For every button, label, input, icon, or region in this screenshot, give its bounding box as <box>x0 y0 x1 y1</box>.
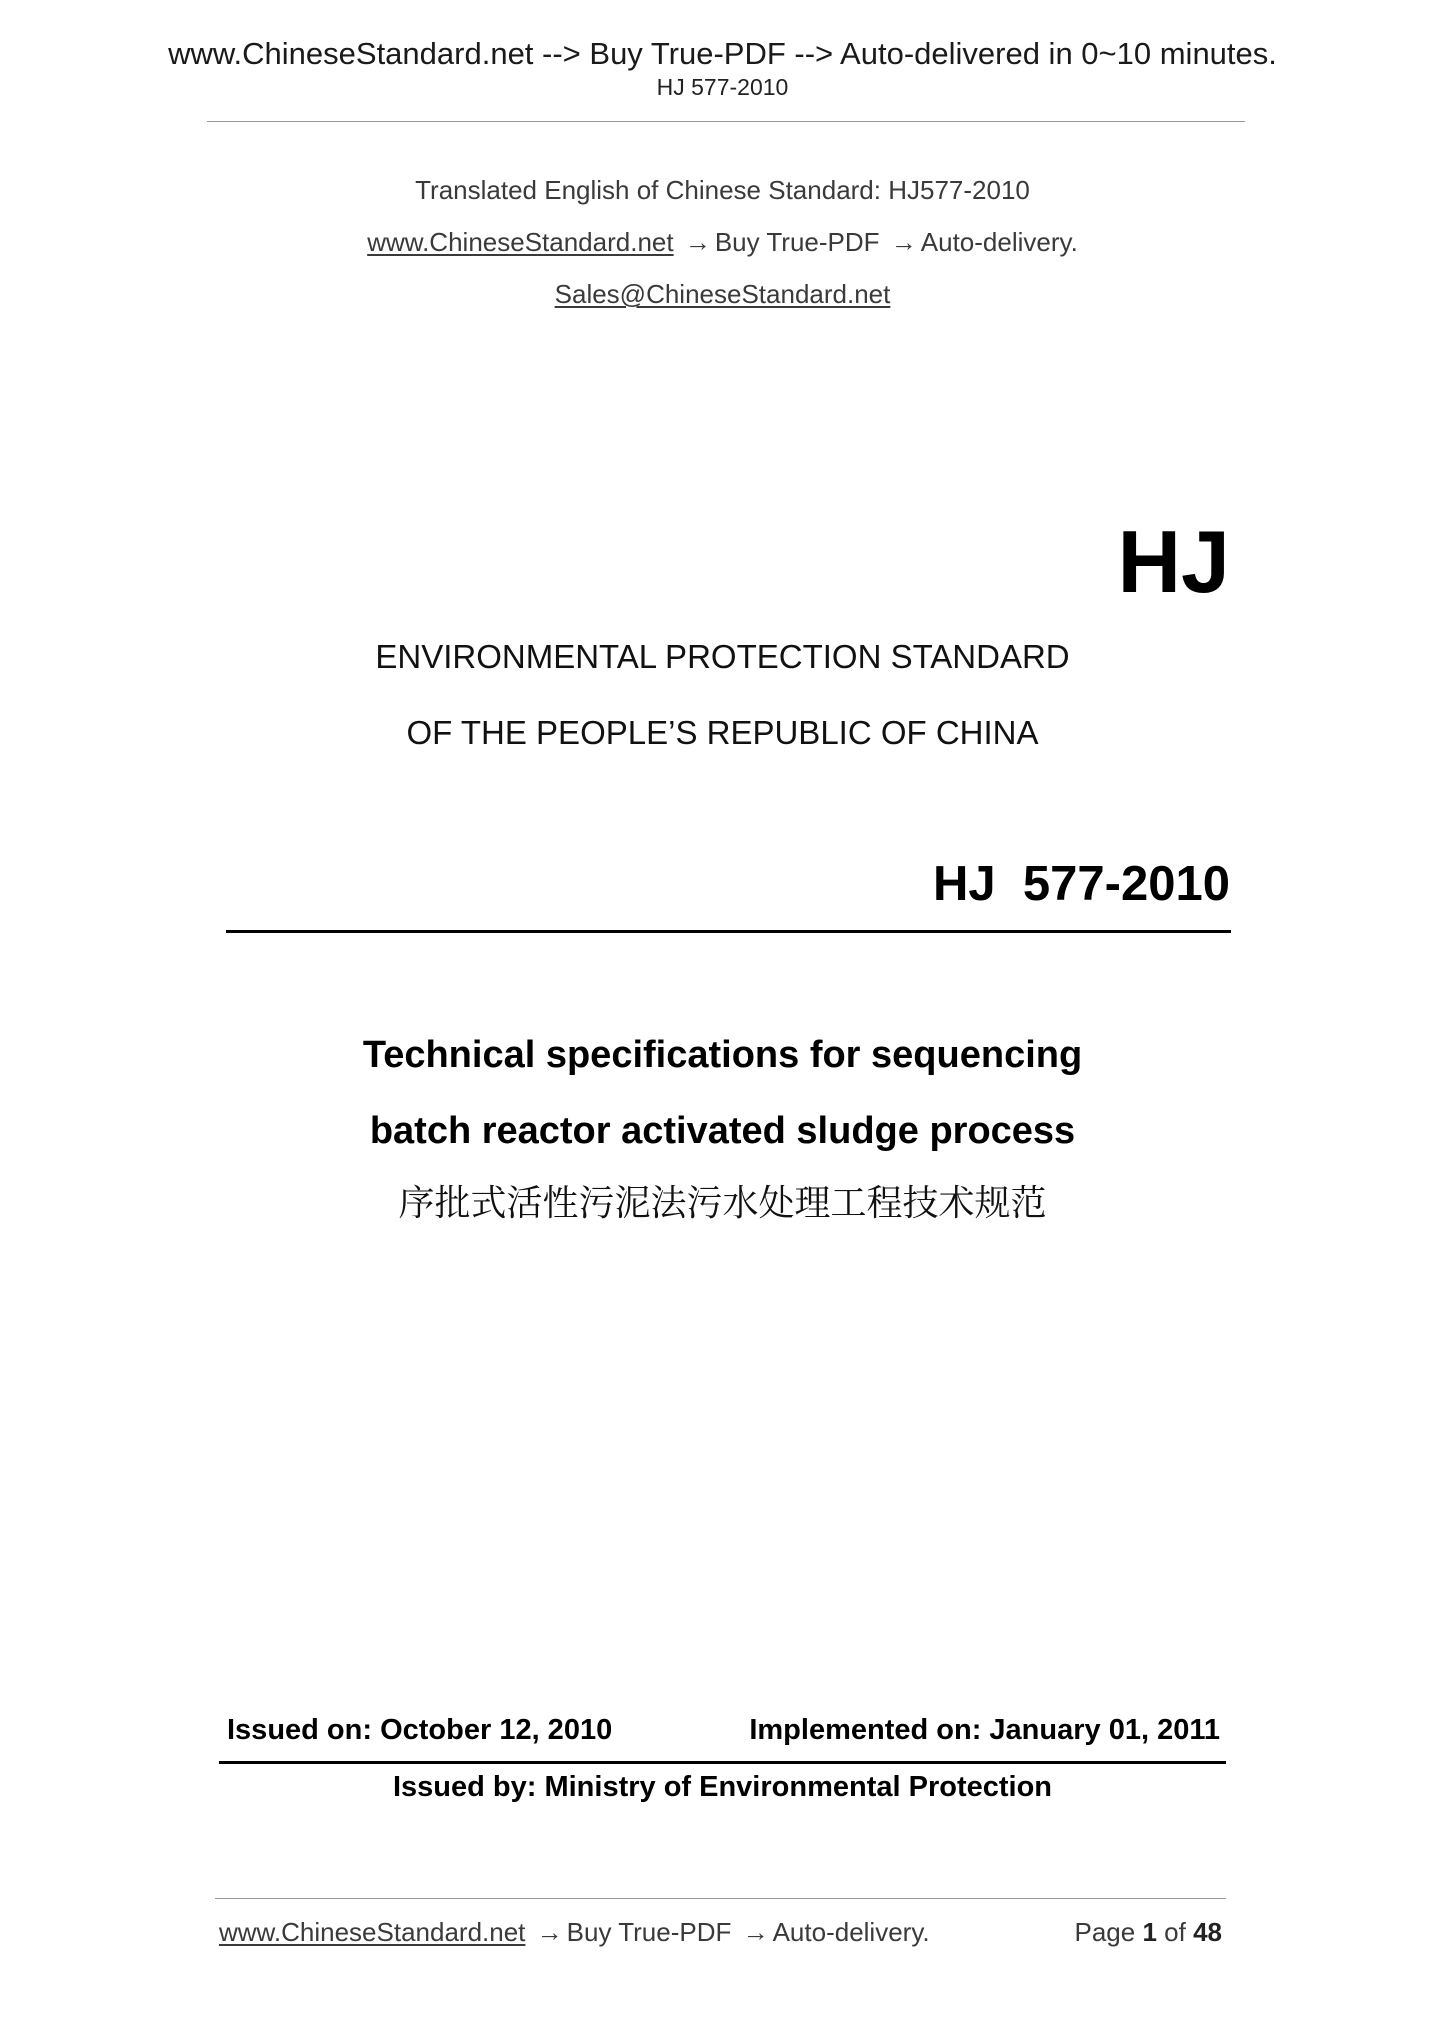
issued-by: Issued by: Ministry of Environmental Protection <box>392 1771 1053 1803</box>
arrow-right-icon: → <box>890 227 917 257</box>
issue-divider <box>219 1761 1226 1764</box>
translation-notice: Translated English of Chinese Standard: HJ577-2010 <box>415 175 1030 205</box>
standard-code: HJ 577-2010 <box>933 857 1230 911</box>
header-divider <box>207 121 1245 122</box>
running-head: HJ 577-2010 <box>656 74 789 100</box>
title-line-1: Technical specifications for sequencing <box>362 1034 1083 1076</box>
footer-buy-text: Buy True-PDF <box>566 1917 732 1947</box>
top-banner[interactable]: www.ChineseStandard.net --> Buy True-PDF --> Auto-delivered in 0~10 minutes. <box>168 36 1277 71</box>
issued-on: Issued on: October 12, 2010 <box>227 1714 613 1746</box>
page-total: 48 <box>1193 1917 1222 1947</box>
sales-email-link[interactable]: Sales@ChineseStandard.net <box>554 279 891 309</box>
arrow-right-icon: → <box>536 1917 563 1947</box>
code-divider <box>226 930 1231 933</box>
site-link[interactable]: www.ChineseStandard.net <box>367 227 674 257</box>
arrow-right-icon: → <box>742 1917 769 1947</box>
footer-purchase-line <box>219 1919 930 1945</box>
page-of: of <box>1164 1917 1186 1947</box>
title-chinese: 序批式活性污泥法污水处理工程技术规范 <box>398 1183 1047 1224</box>
footer-site-link[interactable]: www.ChineseStandard.net <box>219 1917 526 1947</box>
page-label: Page <box>1074 1917 1136 1947</box>
auto-delivery-text: Auto-delivery. <box>920 227 1078 257</box>
page-current: 1 <box>1142 1917 1157 1947</box>
purchase-line <box>0 229 1445 255</box>
email-line <box>0 281 1445 307</box>
footer-divider <box>215 1898 1226 1899</box>
buy-true-pdf-text: Buy True-PDF <box>714 227 880 257</box>
title-line-2: batch reactor activated sludge process <box>369 1110 1076 1152</box>
footer-delivery-text: Auto-delivery. <box>772 1917 930 1947</box>
arrow-right-icon: → <box>684 227 711 257</box>
standard-prefix: HJ <box>1117 512 1230 611</box>
page-indicator <box>1074 1919 1222 1945</box>
implemented-on: Implemented on: January 01, 2011 <box>749 1714 1220 1746</box>
org-line-1: ENVIRONMENTAL PROTECTION STANDARD <box>375 638 1070 675</box>
org-line-2: OF THE PEOPLE’S REPUBLIC OF CHINA <box>406 714 1039 751</box>
